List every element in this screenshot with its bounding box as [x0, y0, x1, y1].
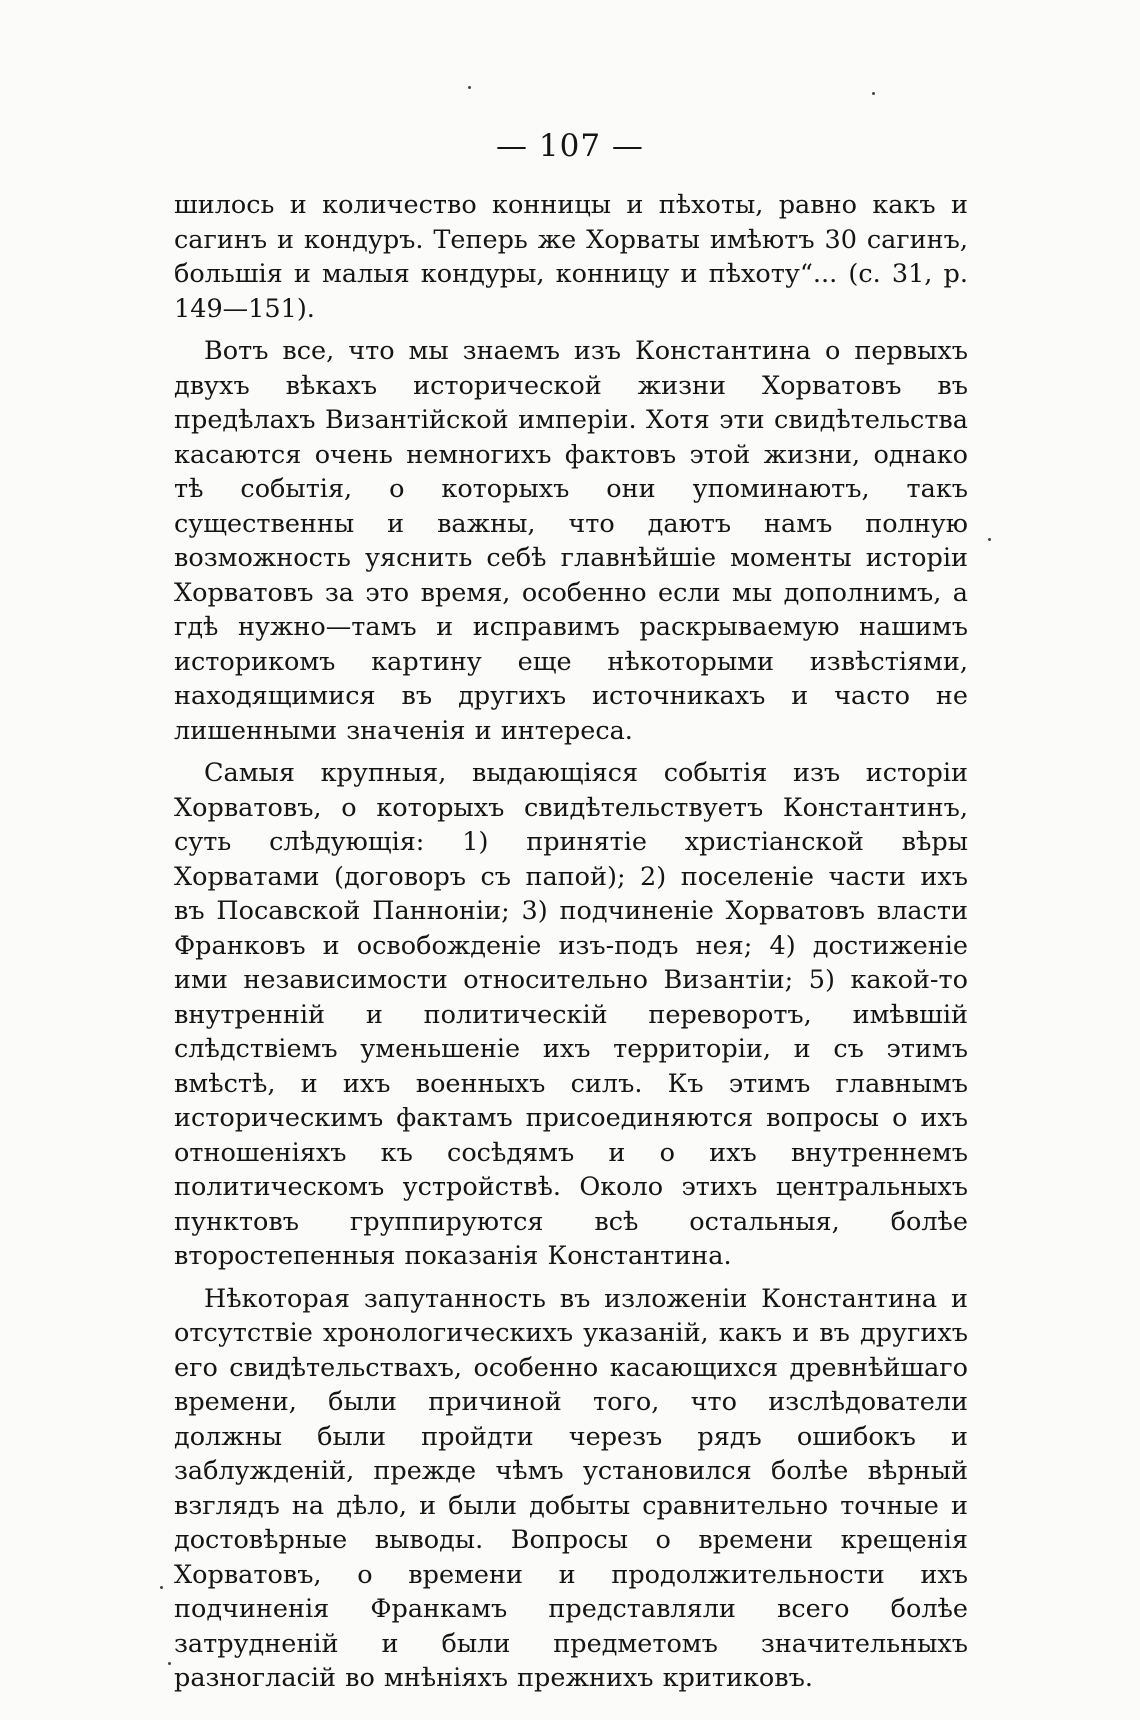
- page-number: — 107 —: [496, 128, 644, 164]
- scan-speck: [988, 538, 991, 541]
- scan-speck: [468, 86, 471, 89]
- body-text: [174, 188, 968, 1704]
- paragraph-research-issues: Нѣкоторая запутанность въ изложеніи Константина и отсутствіе хронологическихъ указаній, какъ и въ другихъ его свидѣтельствахъ, особенно касающихся древнѣйшаго времени, были причиной того, что изслѣдователи должны были пройдти черезъ рядъ ошибокъ и заблужденій, прежде чѣмъ установился болѣе вѣрный взглядъ на дѣло, и были добыты сравнительно точные и достовѣрные выводы. Вопросы о времени крещенія Хорватовъ, о времени и продолжительности ихъ подчиненія Франкамъ представляли всего болѣе затрудненій и были предметомъ значительныхъ разногласій во мнѣніяхъ прежнихъ критиковъ.: [174, 1283, 968, 1693]
- paragraph-main-events: Самыя крупныя, выдающіяся событія изъ исторіи Хорватовъ, о которыхъ свидѣтельствуетъ Константинъ, суть слѣдующія: 1) принятіе христіанской вѣры Хорватами (договоръ съ папой); 2) поселеніе части ихъ въ Посавской Панноніи; 3) подчиненіе Хорватовъ власти Франковъ и освобожденіе изъ-подъ нея; 4) достиженіе ими независимости относительно Византіи; 5) какой-то внутренній и политическій переворотъ, имѣвшій слѣдствіемъ уменьшеніе ихъ территоріи, и съ этимъ вмѣстѣ, и ихъ военныхъ силъ. Къ этимъ главнымъ историческимъ фактамъ присоединяются вопросы о ихъ отношеніяхъ къ сосѣдямъ и о ихъ внутреннемъ политическомъ устройствѣ. Около этихъ центральныхъ пунктовъ группируются всѣ остальныя, болѣе второстепенныя показанія Константина.: [174, 758, 968, 1271]
- scan-speck: [160, 1586, 163, 1589]
- paragraph-sources-overview: Вотъ все, что мы знаемъ изъ Константина о первыхъ двухъ вѣкахъ исторической жизни Хорватовъ въ предѣлахъ Византійской имперіи. Хотя эти свидѣтельства касаются очень немногихъ фактовъ этой жизни, однако тѣ событія, о которыхъ они упоминаютъ, такъ существенны и важны, что даютъ намъ полную возможность уяснить себѣ главнѣйшіе моменты исторіи Хорватовъ за это время, особенно если мы дополнимъ, а гдѣ нужно—тамъ и исправимъ раскрываемую нашимъ историкомъ картину еще нѣкоторыми извѣстіями, находящимися въ другихъ источникахъ и часто не лишенными значенія и интереса.: [174, 336, 968, 746]
- scan-speck: [168, 1662, 171, 1665]
- scan-speck: [872, 92, 875, 95]
- paragraph-continued-quote: шилось и количество конницы и пѣхоты, равно какъ и сагинъ и кондуръ. Теперь же Хорваты имѣютъ 30 сагинъ, большія и малыя кондуры, конницу и пѣхоту“... (с. 31, р. 149—151).: [174, 190, 968, 324]
